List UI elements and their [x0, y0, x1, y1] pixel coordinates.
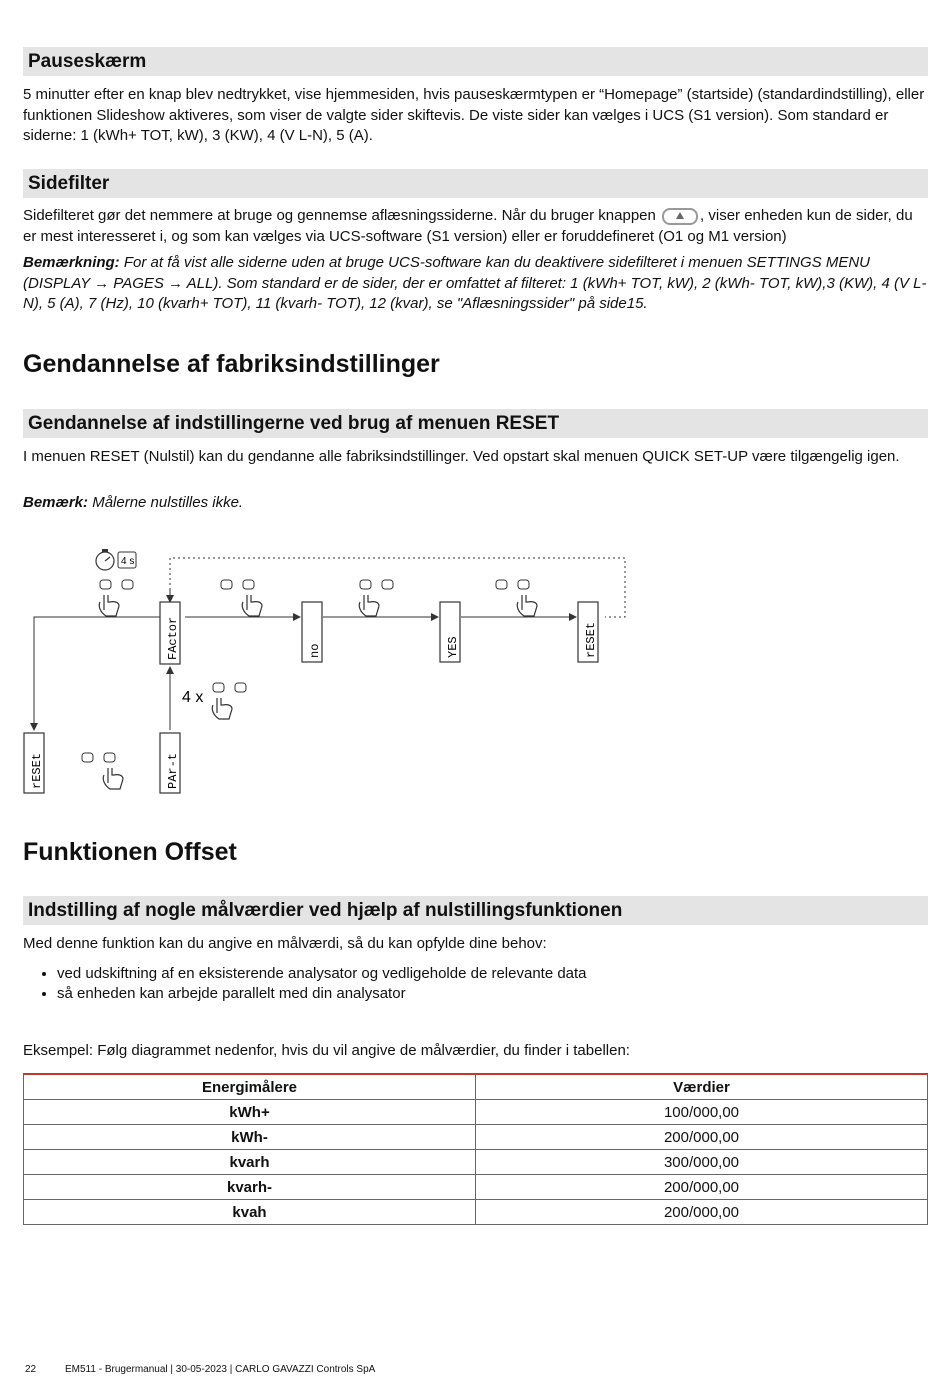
meter-cell: kvarh- — [24, 1175, 476, 1200]
meter-cell: kWh- — [24, 1125, 476, 1150]
timer-label: 4 s — [121, 556, 135, 567]
value-cell: 200/000,00 — [476, 1175, 928, 1200]
meter-cell: kvarh — [24, 1150, 476, 1175]
page-footer — [25, 1364, 375, 1375]
column-header-values: Værdier — [476, 1074, 928, 1100]
screen-label: rESEt — [584, 621, 598, 658]
column-header-meters: Energimålere — [24, 1074, 476, 1100]
screensaver-text: 5 minutter efter en knap blev nedtrykket, vise hjemmesiden, hvis pauseskærmtypen er “Homepage” (startside) (standardindstilling), eller funktionen Slideshow aktiveres, som viser de valgte sider skiftevis. De viste sider kan vælges i UCS (S1 version). Som standard er siderne: 1 (kWh+ TOT, kW), 3 (KW), 4 (V L-N), 5 (A). — [23, 86, 925, 144]
section-heading-page-filter: Sidefilter — [23, 169, 928, 198]
screen-label: PAr-t — [166, 752, 180, 789]
value-cell: 200/000,00 — [476, 1125, 928, 1150]
display-screen — [302, 602, 322, 662]
value-cell: 200/000,00 — [476, 1200, 928, 1225]
screen-label: rESEt — [30, 752, 44, 789]
table-header-row — [24, 1074, 928, 1100]
repeat-label: 4 x — [182, 689, 204, 706]
table-row — [24, 1150, 928, 1175]
button-press-icon — [221, 580, 262, 616]
list-item: • ved udskiftning af en eksisterende analysator og vedligeholde de relevante data — [57, 964, 587, 984]
timer-icon — [96, 549, 136, 570]
display-screen — [578, 602, 598, 662]
button-press-icon — [212, 683, 246, 719]
value-cell: 300/000,00 — [476, 1150, 928, 1175]
offset-example-text: Eksempel: Følg diagrammet nedenfor, hvis du vil angive de målværdier, du finder i tabellen: — [23, 1042, 630, 1059]
meter-values-table — [23, 1073, 928, 1225]
button-press-icon — [82, 753, 123, 789]
meter-cell: kvah — [24, 1200, 476, 1225]
page-number: 22 — [25, 1364, 37, 1375]
display-screen — [24, 733, 44, 793]
display-screen — [160, 602, 180, 664]
footer-text: EM511 - Brugermanual | 30-05-2023 | CARLO GAVAZZI Controls SpA — [65, 1364, 376, 1375]
screen-label: YES — [446, 636, 460, 658]
value-cell: 100/000,00 — [476, 1100, 928, 1125]
section-heading-reset-menu: Gendannelse af indstillingerne ved brug af menuen RESET — [23, 409, 928, 438]
display-screen — [440, 602, 460, 662]
reset-note: Bemærk: Målerne nulstilles ikke. — [23, 494, 244, 511]
up-button-icon — [662, 208, 698, 225]
list-item: • så enheden kan arbejde parallelt med din analysator — [57, 984, 587, 1004]
button-press-icon — [99, 580, 133, 616]
button-press-icon — [359, 580, 393, 616]
reset-flow-diagram — [20, 540, 640, 800]
button-press-icon — [496, 580, 537, 616]
reset-text: I menuen RESET (Nulstil) kan du gendanne alle fabriksindstillinger. Ved opstart skal menuen QUICK SET-UP være tilgængelig igen. — [23, 448, 900, 465]
section-heading-offset: Indstilling af nogle målværdier ved hjælp af nulstillingsfunktionen — [23, 896, 928, 925]
page-filter-text: Sidefilteret gør det nemmere at bruge og gennemse aflæsningssiderne. Når du bruger knappen , viser enheden kun de sider, du er mest interesseret i, og som kan vælges via UCS-software (S1 version) eller er foruddefineret (O1 og M1 version) — [23, 207, 913, 245]
table-row — [24, 1200, 928, 1225]
section-heading-screensaver: Pauseskærm — [23, 47, 928, 76]
table-row — [24, 1100, 928, 1125]
meter-cell: kWh+ — [24, 1100, 476, 1125]
screen-label: no — [308, 643, 322, 658]
display-screen — [160, 733, 180, 793]
table-row — [24, 1125, 928, 1150]
screen-label: FActor — [166, 616, 180, 660]
page-filter-note: Bemærkning: For at få vist alle siderne uden at bruge UCS-software kan du deaktivere sidefilteret i menuen SETTINGS MENU (DISPLAY → PAGES → ALL). Som standard er de sider, der er omfattet af filteret: 1 (kWh+ TOT, kW), 2 (kWh- TOT, kW),3 (KW), 4 (V L-N), 5 (A), 7 (Hz), 10 (kvarh+ TOT), 11 (kvarh- TOT), 12 (kvar), se "Aflæsningssider" på side15. — [23, 254, 927, 312]
offset-bullet-list — [23, 964, 587, 1004]
offset-title: Funktionen Offset — [23, 838, 237, 866]
table-row — [24, 1175, 928, 1200]
offset-text: Med denne funktion kan du angive en målværdi, så du kan opfylde dine behov: — [23, 935, 547, 952]
factory-reset-title: Gendannelse af fabriksindstillinger — [23, 350, 440, 378]
